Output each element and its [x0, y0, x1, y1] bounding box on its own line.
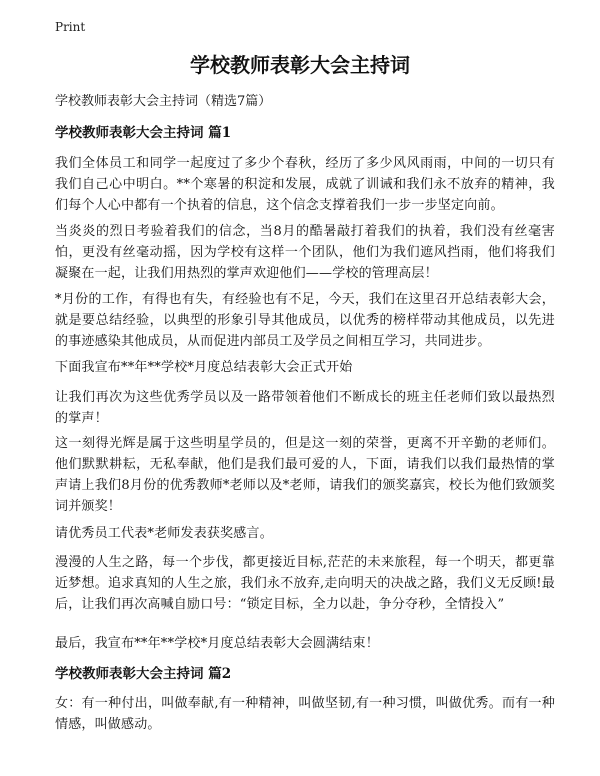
page-title: 学校教师表彰大会主持词	[190, 53, 410, 77]
print-label[interactable]: Print	[55, 20, 86, 34]
paragraph-5: 让我们再次为这些优秀学员以及一路带领着他们不断成长的班主任老师们致以最热烈的掌声！	[55, 390, 555, 426]
paragraph-3: *月份的工作，有得也有失，有经验也有不足，今天，我们在这里召开总结表彰大会，就是要总结经验，以典型的形象引导其他成员，以优秀的榜样带动其他成员，以先进的事迹感染其他成员，从而促进内部员工及学员之间相互学习，共同进步。	[55, 292, 555, 349]
paragraph-6: 这一刻得光辉是属于这些明星学员的，但是这一刻的荣誉，更离不开辛勤的老师们。他们默默耕耘，无私奉献，他们是我们最可爱的人，下面，请我们以我们最热情的掌声请上我们8月份的优秀教师*老师以及*老师，请我们的颁奖嘉宾，校长为他们致颁奖词并颁奖！	[55, 436, 555, 514]
section-heading-1: 学校教师表彰大会主持词 篇1	[55, 125, 232, 141]
section-heading-2: 学校教师表彰大会主持词 篇2	[55, 666, 232, 682]
document-subtitle: 学校教师表彰大会主持词（精选7篇）	[55, 94, 272, 109]
paragraph-2: 当炎炎的烈日考验着我们的信念，当8月的酷暑敲打着我们的执着，我们没有丝毫害怕，更没有丝毫动摇，因为学校有这样一个团队，他们为我们遮风挡雨，他们将我们凝聚在一起，让我们用热烈的掌声欢迎他们——学校的管理高层！	[55, 224, 555, 281]
paragraph-10: 女：有一种付出，叫做奉献,有一种精神，叫做坚韧,有一种习惯，叫做优秀。而有一种情感，叫做感动。	[55, 696, 555, 732]
paragraph-9: 最后，我宣布**年**学校*月度总结表彰大会圆满结束！	[55, 636, 379, 651]
paragraph-4: 下面我宣布**年**学校*月度总结表彰大会正式开始	[55, 360, 353, 375]
paragraph-7: 请优秀员工代表*老师发表获奖感言。	[55, 526, 273, 541]
paragraph-1: 我们全体员工和同学一起度过了多少个春秋，经历了多少风风雨雨，中间的一切只有我们自己心中明白。**个寒暑的积淀和发展，成就了训诫和我们永不放弃的精神，我们每个人心中都有一个执着的信息，这个信念支撑着我们一步一步坚定向前。	[55, 156, 555, 213]
paragraph-8: 漫漫的人生之路，每一个步伐，都更接近目标,茫茫的未来旅程，每一个明天，都更靠近梦想。追求真知的人生之旅，我们永不放弃,走向明天的决战之路，我们义无反顾!最后，让我们再次高喊自励口号：“锁定目标，全力以赴，争分夺秒，全情投入”	[55, 555, 555, 612]
